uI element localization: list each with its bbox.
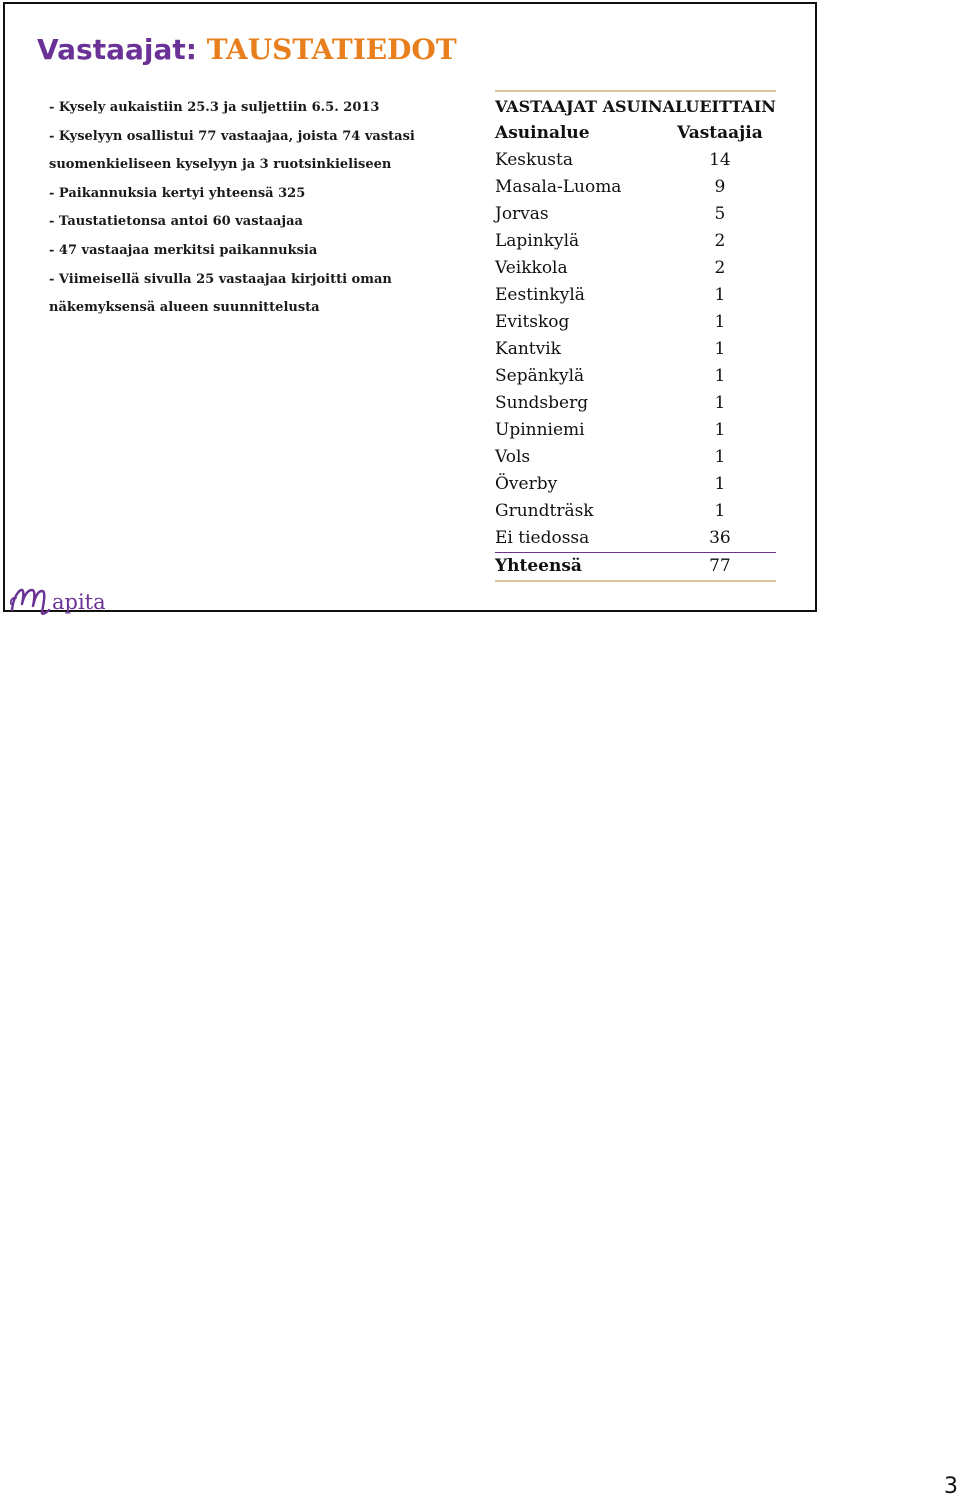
total-label: Yhteensä [495,553,664,582]
count-cell: 1 [714,366,726,386]
table-row [495,255,776,282]
logo-text: apita [52,590,106,614]
note-line: - Kysely aukaistiin 25.3 ja suljettiin 6.5. 2013 [49,100,380,115]
column-header-area: Asuinalue [495,123,590,143]
table-row [495,471,776,498]
count-cell: 1 [714,393,726,413]
area-cell: Sepänkylä [495,366,585,386]
count-cell: 1 [714,285,726,305]
table-row [495,147,776,174]
table-row [495,201,776,228]
mapita-logo [9,582,106,616]
residence-table [495,90,776,582]
count-cell: 1 [714,312,726,332]
area-cell: Lapinkylä [495,231,580,251]
note-line: - Kyselyyn osallistui 77 vastaajaa, joista 74 vastasi [49,128,415,144]
note-line: näkemyksensä alueen suunnittelusta [49,300,320,316]
notes-list [49,94,469,323]
count-cell: 2 [714,231,726,251]
title-part2: TAUSTATIEDOT [206,33,457,66]
count-cell: 1 [714,420,726,440]
area-cell: Sundsberg [495,393,589,413]
area-cell: Ei tiedossa [495,525,664,553]
total-value: 77 [664,553,776,582]
note-line: - Viimeisellä sivulla 25 vastaajaa kirjoitti oman [49,271,392,287]
area-cell: Eestinkylä [495,285,585,305]
area-cell: Kantvik [495,339,561,359]
table-row [495,444,776,471]
column-header-count: Vastaajia [677,123,763,143]
table-row [495,282,776,309]
count-cell: 1 [714,339,726,359]
slide [3,2,817,612]
area-cell: Vols [495,447,531,467]
note-line: - Taustatietonsa antoi 60 vastaajaa [49,214,303,230]
slide-title [37,32,457,68]
note-line: - Paikannuksia kertyi yhteensä 325 [49,185,306,201]
count-cell: 1 [714,474,726,494]
area-cell: Veikkola [495,258,568,278]
count-cell: 2 [714,258,726,278]
area-cell: Överby [495,474,558,494]
area-cell: Upinniemi [495,420,585,440]
mapita-m-logo-icon [9,582,51,616]
table-row [495,363,776,390]
table-heading: VASTAAJAT ASUINALUEITTAIN [495,91,776,120]
table-row [495,309,776,336]
title-part1: Vastaajat: [37,33,197,66]
table-row [495,336,776,363]
count-cell: 14 [709,150,731,170]
count-cell: 36 [664,525,776,553]
note-line: - 47 vastaajaa merkitsi paikannuksia [49,242,318,258]
note-line: suomenkieliseen kyselyyn ja 3 ruotsinkieliseen [49,157,392,173]
table-row [495,174,776,201]
area-cell: Masala-Luoma [495,177,622,197]
area-cell: Evitskog [495,312,570,332]
area-cell: Grundträsk [495,501,594,521]
area-cell: Jorvas [495,204,549,224]
table-row [495,525,776,553]
area-cell: Keskusta [495,150,573,170]
total-row [495,553,776,582]
page-number: 3 [944,1474,958,1499]
table-row [495,390,776,417]
count-cell: 1 [714,501,726,521]
table-row [495,498,776,525]
count-cell: 1 [714,447,726,467]
count-cell: 5 [714,204,726,224]
table-row [495,228,776,255]
count-cell: 9 [714,177,726,197]
table-row [495,417,776,444]
